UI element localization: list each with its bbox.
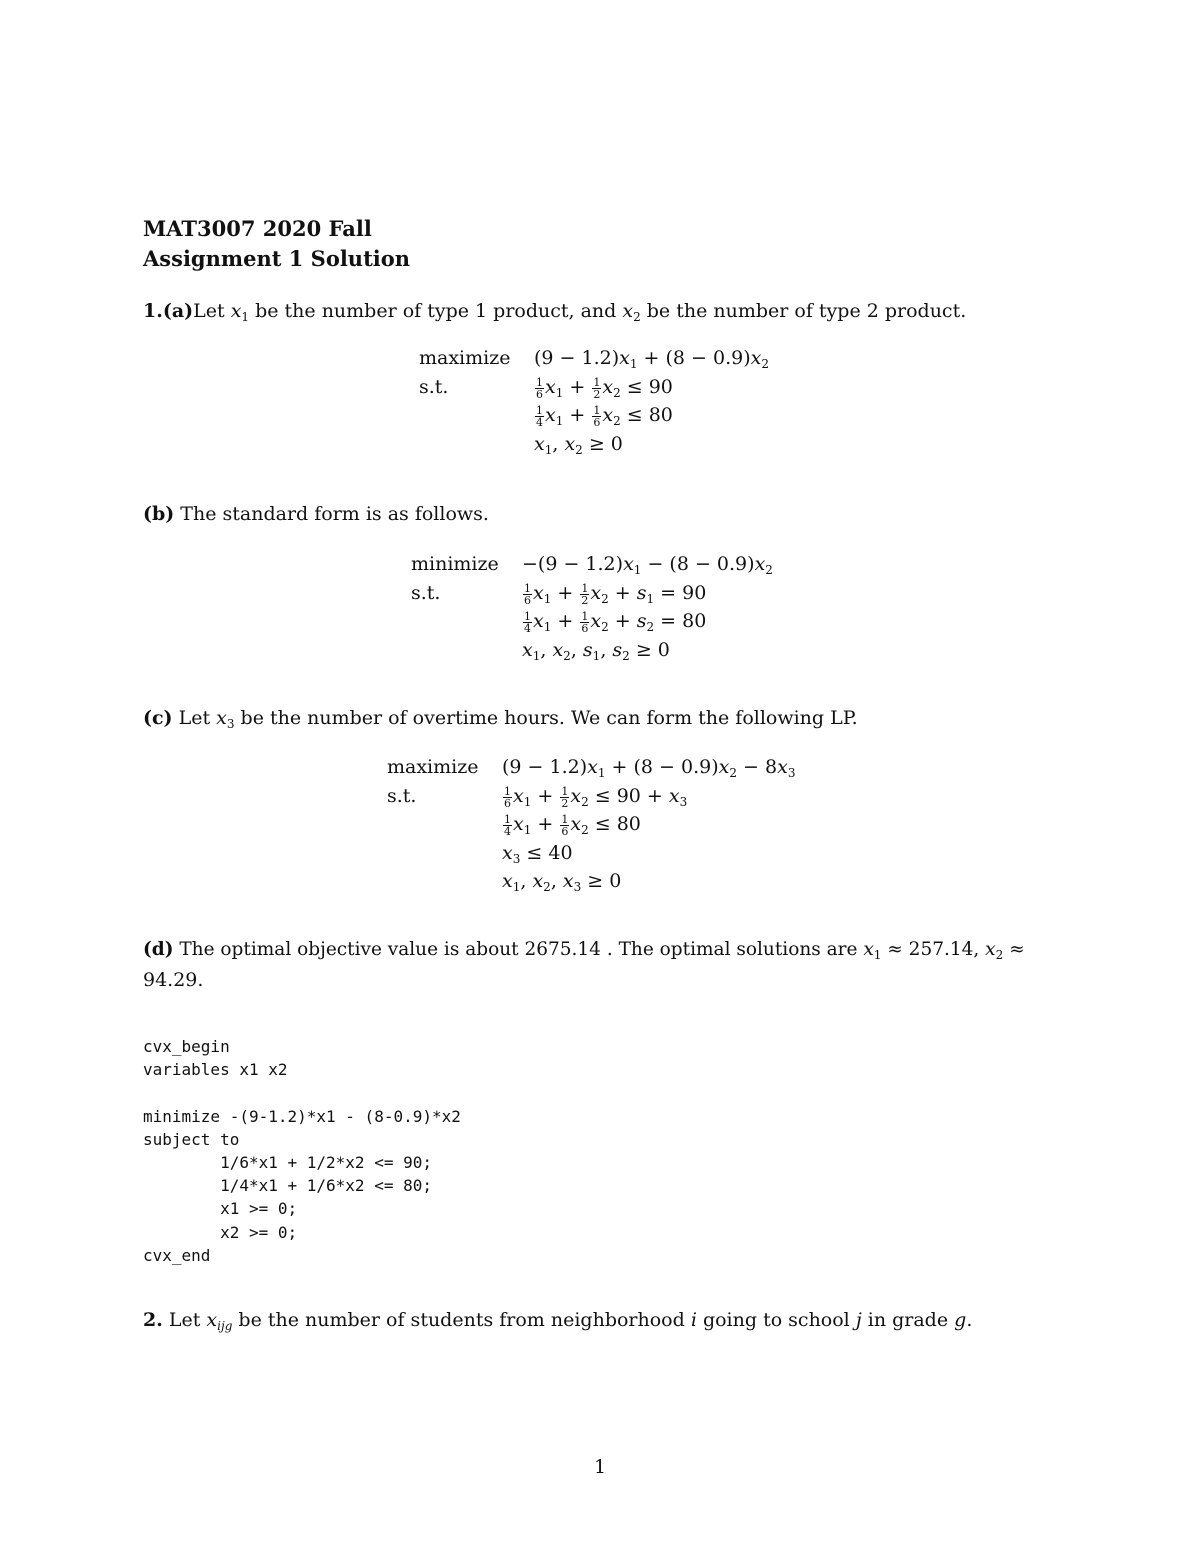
lp-constraint-1: $\frac{1}{6}$ $x_1$ + $\frac{1}{2}$ $x_2 + s_1 = 90$ <box>524 581 707 607</box>
page-number: 1 <box>594 1456 607 1478</box>
q1a-lp <box>419 347 839 467</box>
lp-constraint-2: $\frac{1}{4}$ $x_1$ + $\frac{1}{6}$ $x_2 \le 80$ <box>504 812 641 838</box>
q1c-statement: (c) Let $x_3$ be the number of overtime hours. We can form the following LP. <box>143 707 858 731</box>
lp-nonnegativity: $x_1$, $x_2$, $x_3 \ge 0$ <box>502 870 622 894</box>
lp-keyword-st: s.t. <box>387 785 417 807</box>
lp-constraint-1: $\frac{1}{6}$ $x_1$ + $\frac{1}{2}$ $x_2 \le 90$ <box>536 375 673 401</box>
q1a-statement: 1.(a)Let $x_1$ be the number of type 1 product, and $x_2$ be the number of type 2 product. <box>143 300 967 324</box>
lp-constraint-2: $\frac{1}{4}$ $x_1$ + $\frac{1}{6}$ $x_2 \le 80$ <box>536 403 673 429</box>
lp-keyword-maximize: maximize <box>419 347 511 369</box>
code-line: subject to <box>143 1130 240 1149</box>
code-line: x2 >= 0; <box>143 1223 298 1242</box>
lp-constraint-1: $\frac{1}{6}$ $x_1$ + $\frac{1}{2}$ $x_2 \le 90 + x_3$ <box>504 784 688 810</box>
q1d-statement: (d) The optimal objective value is about 2675.14 . The optimal solutions are $x_1 \approx 257.14$, $x_2$ ≈ <box>143 939 1025 962</box>
lp-objective: $(9 - 1.2)x_1 + (8 - 0.9)x_2 - 8x_3$ <box>502 756 796 780</box>
q1b-statement: (b) The standard form is as follows. <box>143 503 489 525</box>
q1b-lp <box>411 553 851 673</box>
code-line: cvx_end <box>143 1246 211 1265</box>
q1d-label: (d) <box>143 939 174 960</box>
course-title: MAT3007 2020 Fall <box>143 216 372 241</box>
q2-statement: 2. Let $x_{ijg}$ be the number of students from neighborhood i going to school j in grade g. <box>143 1309 973 1333</box>
lp-nonnegativity: $x_1$, $x_2 \ge 0$ <box>534 433 623 457</box>
q1c-lp <box>387 756 847 906</box>
lp-keyword-st: s.t. <box>419 376 449 398</box>
lp-keyword-minimize: minimize <box>411 553 499 575</box>
code-line: cvx_begin <box>143 1037 230 1056</box>
q1c-label: (c) <box>143 707 173 729</box>
document-title: Assignment 1 Solution <box>143 246 411 271</box>
lp-keyword-maximize: maximize <box>387 756 479 778</box>
lp-objective: $-(9 - 1.2)x_1 - (8 - 0.9)x_2$ <box>522 553 773 577</box>
code-line: minimize -(9-1.2)*x1 - (8-0.9)*x2 <box>143 1107 461 1126</box>
code-line: x1 >= 0; <box>143 1199 298 1218</box>
code-line: 1/6*x1 + 1/2*x2 <= 90; <box>143 1153 432 1172</box>
lp-objective: $(9 - 1.2)x_1 + (8 - 0.9)x_2$ <box>534 347 769 371</box>
lp-constraint-3: $x_3 \le 40$ <box>502 842 573 866</box>
q1b-label: (b) <box>143 503 175 525</box>
cvx-code-block <box>143 1037 643 1277</box>
lp-constraint-2: $\frac{1}{4}$ $x_1$ + $\frac{1}{6}$ $x_2 + s_2 = 80$ <box>524 609 707 635</box>
q2-label: 2. <box>143 1309 163 1331</box>
code-line: variables x1 x2 <box>143 1060 288 1079</box>
q1a-label: 1.(a) <box>143 300 194 322</box>
code-line: 1/4*x1 + 1/6*x2 <= 80; <box>143 1176 432 1195</box>
lp-nonnegativity: $x_1$, $x_2$, $s_1$, $s_2 \ge 0$ <box>522 639 670 663</box>
lp-keyword-st: s.t. <box>411 582 441 604</box>
q1d-statement-cont: 94.29. <box>143 969 204 991</box>
